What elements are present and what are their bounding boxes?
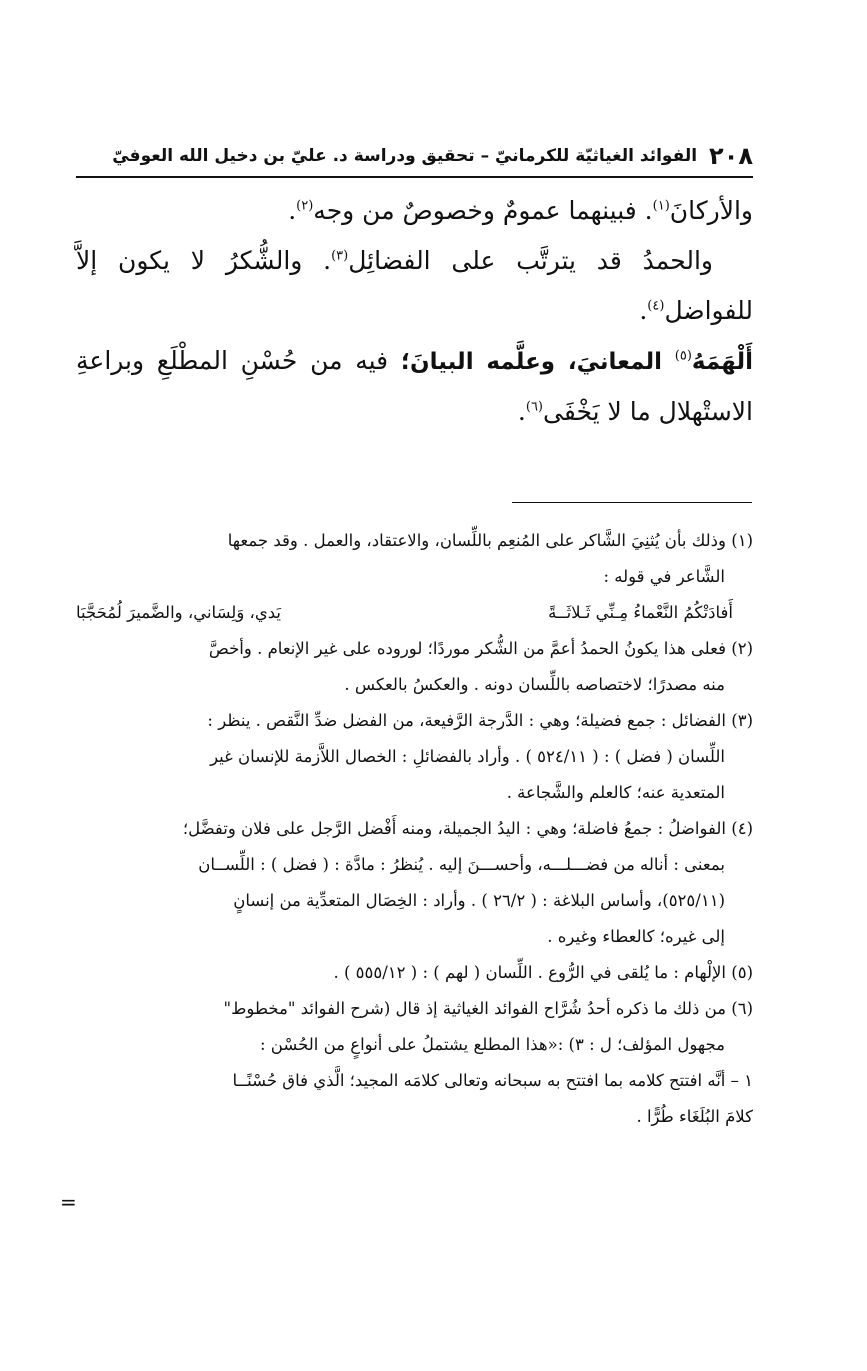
verse-hemistich-1: أَفادَتْكُمُ النَّعْماءُ مِـنِّي ثَـلاثَــةً — [548, 603, 733, 622]
running-header — [76, 138, 753, 174]
footnote-ref-2[interactable]: (٢) — [296, 198, 314, 214]
paragraph-3: أَلْهَمَهُ$^{(٥)}$ المعانيَ، وعلَّمه البيانَ؛ فيه من حُسْنِ المطْلَعِ وبراعةِ الاستْهلال ما لا يَخْفَى$^{(٦)}$. — [76, 346, 753, 426]
lemma-1: أَلْهَمَهُ — [691, 349, 753, 375]
footnote-4-cont: بمعنى : أناله من فضـــلـــه، وأحســـنَ إليه . يُنظرُ : مادَّة : ( فضل ) : اللِّســان — [198, 855, 725, 874]
footnote-6: (٦) من ذلك ما ذكره أحدُ شُرَّاح الفوائد الغياثية إذ قال (شرح الفوائد "مخطوط" — [223, 999, 753, 1018]
running-title: الفوائد الغياثيّة للكرمانيّ – تحقيق ودراسة د. عليّ بن دخيل الله العوفيّ — [112, 146, 698, 166]
paragraph-2: والحمدُ قد يترتَّب على الفضائِل$^{(٣)}$. والشُّكرُ لا يكون إلاَّ للفواضل$^{(٤)}$. — [76, 246, 753, 325]
footnote-ref-5[interactable]: (٥) — [674, 348, 692, 364]
footnote-1-cont: الشَّاعر في قوله : — [603, 567, 725, 586]
footnote-ref-6[interactable]: (٦) — [525, 399, 543, 415]
footnote-3-cont-2: المتعدية عنه؛ كالعلم والشَّجاعة . — [506, 783, 725, 802]
footnote-6-item-1-cont: كلامَ البُلَغَاء طُرًّا . — [636, 1107, 753, 1126]
lemma-2: المعانيَ، وعلَّمه البيانَ؛ — [400, 349, 663, 375]
footnote-3: (٣) الفضائل : جمع فضيلة؛ وهي : الدَّرجة الرَّفيعة، من الفضل ضدِّ النَّقص . ينظر : — [207, 711, 753, 730]
verse-hemistich-2: يَدي، وَلِسَاني، والضَّميرَ لُمُحَجَّبَا — [76, 603, 282, 622]
footnote-4-cont-3: إلى غيره؛ كالعطاء وغيره . — [547, 927, 725, 946]
footnote-6-cont: مجهول المؤلف؛ ل : ٣) :«هذا المطلع يشتملُ على أنواعٍ من الحُسْن : — [260, 1035, 725, 1054]
page-number: ٢٠٨ — [709, 142, 753, 170]
header-divider — [76, 176, 753, 178]
footnote-ref-3[interactable]: (٣) — [331, 248, 349, 264]
footnote-6-item-1: ١ – أنَّه افتتح كلامه بما افتتح به سبحانه وتعالى كلامَه المجيد؛ الَّذي فاق حُسْنًــا — [232, 1071, 753, 1090]
paragraph-1: والأركانَ$^{(١)}$. فبينهما عمومٌ وخصوصٌ من وجه$^{(٢)}$. — [288, 196, 753, 225]
footnote-divider — [512, 502, 752, 503]
footnote-4-cont-2: (٥٢٥/١١)، وأساس البلاغة : ( ٢٦/٢ ) . وأراد : الخِصَال المتعدِّية من إنسانٍ — [233, 891, 725, 910]
footnote-1: (١) وذلك بأن يُثنِيَ الشَّاكر على المُنعِم باللِّسان، والاعتقاد، والعمل . وقد جمعها — [227, 531, 753, 550]
footnote-3-cont: اللِّسان ( فضل ) : ( ٥٢٤/١١ ) . وأراد بالفضائلِ : الخصال اللاَّزمة للإنسان غير — [210, 747, 725, 766]
verse — [76, 595, 753, 631]
footnote-ref-4[interactable]: (٤) — [647, 298, 665, 314]
footnote-ref-1[interactable]: (١) — [652, 198, 670, 214]
footnote-2: (٢) فعلى هذا يكونُ الحمدُ أعمَّ من الشُّكر موردًا؛ لوروده على غير الإنعام . وأخصَّ — [208, 639, 753, 658]
footnotes — [76, 523, 753, 1135]
continuation-mark: = — [60, 1190, 77, 1214]
footnote-4: (٤) الفواضلُ : جمعُ فاضلة؛ وهي : اليدُ الجميلة، ومنه أَفْضل الرَّجل على فلان وتفضَّل؛ — [182, 819, 753, 838]
footnote-2-cont: منه مصدرًا؛ لاختصاصه باللِّسان دونه . والعكسُ بالعكس . — [344, 675, 725, 694]
main-text — [76, 186, 753, 437]
footnote-5: (٥) الإلْهام : ما يُلقى في الرُّوع . اللِّسان ( لهم ) : ( ٥٥٥/١٢ ) . — [333, 963, 753, 982]
